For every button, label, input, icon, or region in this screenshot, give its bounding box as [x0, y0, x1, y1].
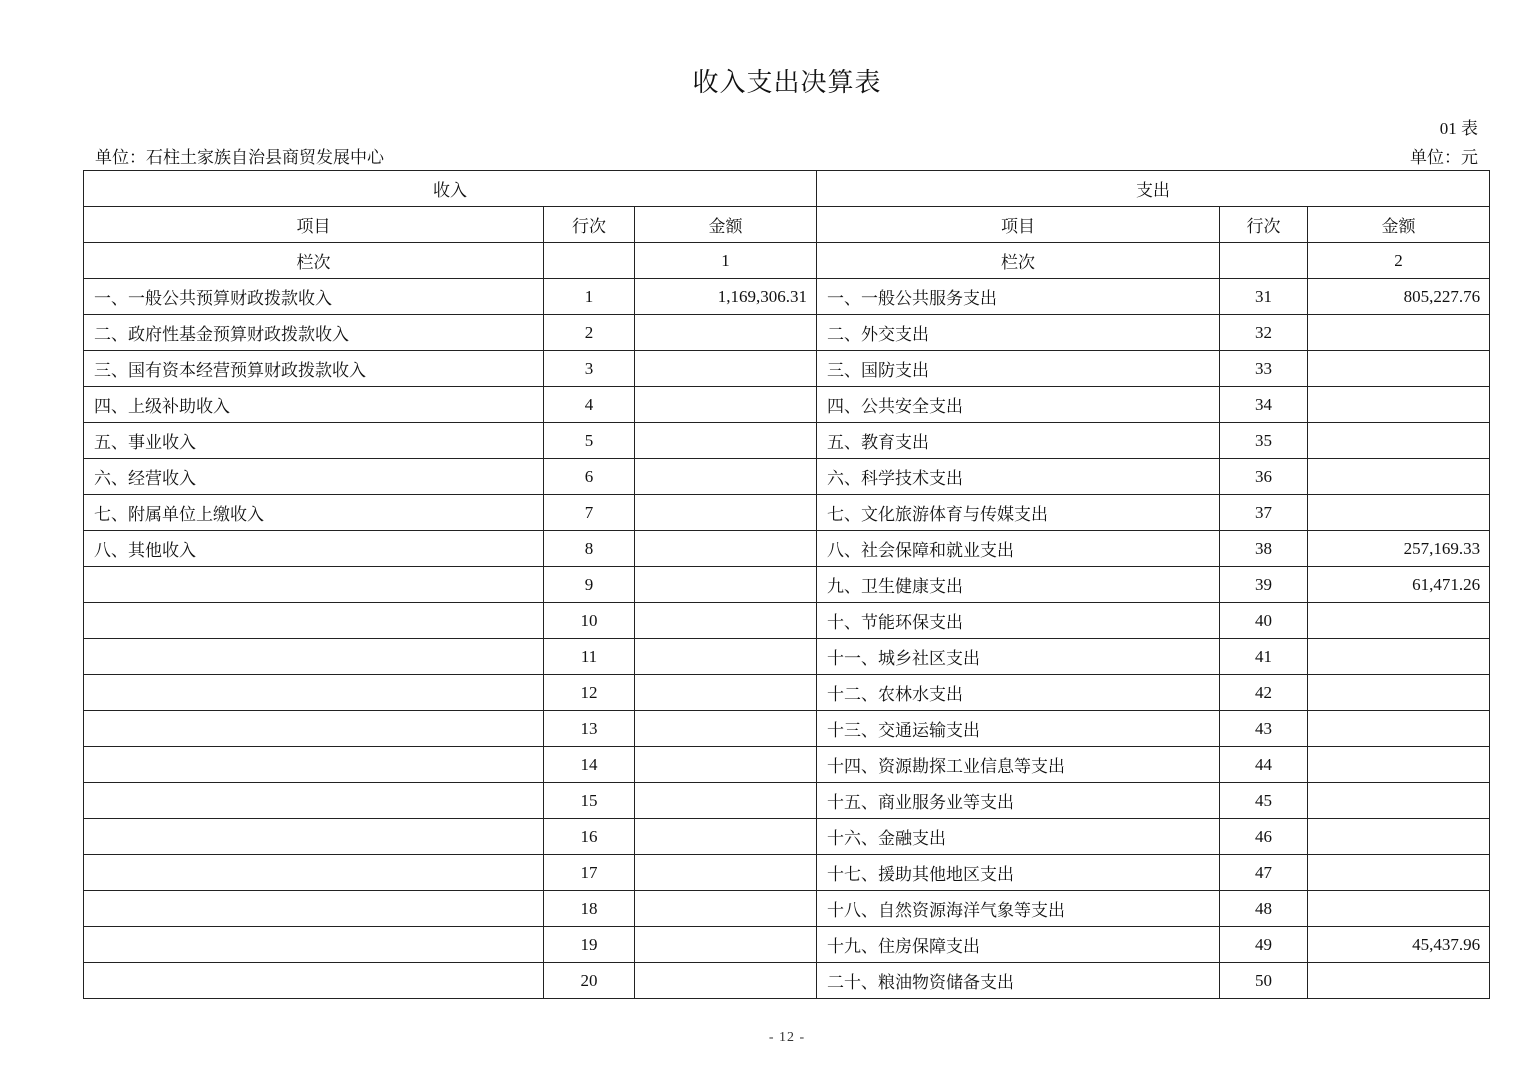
expense-item-cell: 八、社会保障和就业支出 [817, 531, 1220, 567]
income-amount-cell [635, 819, 817, 855]
expense-rowno-cell: 44 [1220, 747, 1308, 783]
income-column-number: 1 [635, 243, 817, 279]
expense-amount-cell [1308, 315, 1490, 351]
expense-item-cell: 十九、住房保障支出 [817, 927, 1220, 963]
page-title: 收入支出决算表 [692, 68, 882, 97]
expense-amount-cell [1308, 495, 1490, 531]
income-expense-table [83, 170, 1490, 999]
expense-rowno-cell: 45 [1220, 783, 1308, 819]
expense-item-cell: 十三、交通运输支出 [817, 711, 1220, 747]
expense-rowno-cell: 43 [1220, 711, 1308, 747]
income-section-header: 收入 [84, 171, 817, 207]
expense-rowno-cell: 32 [1220, 315, 1308, 351]
expense-rowno-cell: 42 [1220, 675, 1308, 711]
income-amount-cell [635, 351, 817, 387]
expense-item-cell: 二十、粮油物资储备支出 [817, 963, 1220, 999]
table-row [84, 783, 1490, 819]
income-rowno-cell: 4 [544, 387, 635, 423]
table-row [84, 711, 1490, 747]
income-amount-cell: 1,169,306.31 [635, 279, 817, 315]
income-rowno-cell: 1 [544, 279, 635, 315]
income-amount-cell [635, 747, 817, 783]
expense-item-cell: 四、公共安全支出 [817, 387, 1220, 423]
income-item-cell [84, 639, 544, 675]
expense-rowno-cell: 47 [1220, 855, 1308, 891]
expense-rowno-cell: 38 [1220, 531, 1308, 567]
table-row [84, 531, 1490, 567]
income-item-cell [84, 783, 544, 819]
income-rowno-header: 行次 [544, 207, 635, 243]
table-row [84, 423, 1490, 459]
income-amount-cell [635, 315, 817, 351]
income-item-cell: 二、政府性基金预算财政拨款收入 [84, 315, 544, 351]
expense-rowno-cell: 33 [1220, 351, 1308, 387]
table-row [84, 603, 1490, 639]
income-rowno-cell: 12 [544, 675, 635, 711]
expense-amount-cell [1308, 603, 1490, 639]
income-item-cell: 一、一般公共预算财政拨款收入 [84, 279, 544, 315]
header-row-sections [84, 171, 1490, 207]
table-row [84, 855, 1490, 891]
expense-rowno-cell: 39 [1220, 567, 1308, 603]
income-item-cell [84, 603, 544, 639]
expense-item-cell: 十四、资源勘探工业信息等支出 [817, 747, 1220, 783]
income-amount-cell [635, 495, 817, 531]
expense-amount-cell [1308, 819, 1490, 855]
expense-amount-cell [1308, 459, 1490, 495]
table-row [84, 315, 1490, 351]
expense-rowno-cell: 50 [1220, 963, 1308, 999]
income-item-cell [84, 891, 544, 927]
income-rowno-cell: 16 [544, 819, 635, 855]
income-rowno-cell: 6 [544, 459, 635, 495]
expense-amount-header: 金额 [1308, 207, 1490, 243]
expense-item-cell: 七、文化旅游体育与传媒支出 [817, 495, 1220, 531]
expense-item-header: 项目 [817, 207, 1220, 243]
income-rowno-cell: 10 [544, 603, 635, 639]
table-row [84, 639, 1490, 675]
expense-amount-cell [1308, 675, 1490, 711]
expense-column-label: 栏次 [817, 243, 1220, 279]
expense-item-cell: 五、教育支出 [817, 423, 1220, 459]
income-amount-cell [635, 783, 817, 819]
expense-item-cell: 十、节能环保支出 [817, 603, 1220, 639]
income-column-blank [544, 243, 635, 279]
table-row [84, 567, 1490, 603]
income-rowno-cell: 14 [544, 747, 635, 783]
table-row [84, 747, 1490, 783]
expense-item-cell: 十八、自然资源海洋气象等支出 [817, 891, 1220, 927]
table-number: 01 表 [1439, 119, 1478, 138]
expense-column-blank [1220, 243, 1308, 279]
income-item-cell [84, 747, 544, 783]
expense-item-cell: 十一、城乡社区支出 [817, 639, 1220, 675]
income-rowno-cell: 15 [544, 783, 635, 819]
expense-item-cell: 二、外交支出 [817, 315, 1220, 351]
income-amount-cell [635, 531, 817, 567]
expense-amount-cell [1308, 639, 1490, 675]
income-rowno-cell: 11 [544, 639, 635, 675]
expense-rowno-cell: 34 [1220, 387, 1308, 423]
expense-amount-cell [1308, 855, 1490, 891]
table-row [84, 495, 1490, 531]
table-row [84, 279, 1490, 315]
income-amount-cell [635, 567, 817, 603]
expense-item-cell: 十七、援助其他地区支出 [817, 855, 1220, 891]
expense-item-cell: 六、科学技术支出 [817, 459, 1220, 495]
expense-amount-cell: 257,169.33 [1308, 531, 1490, 567]
income-rowno-cell: 5 [544, 423, 635, 459]
income-amount-cell [635, 675, 817, 711]
expense-amount-cell [1308, 891, 1490, 927]
expense-item-cell: 十二、农林水支出 [817, 675, 1220, 711]
income-amount-cell [635, 423, 817, 459]
income-item-cell [84, 567, 544, 603]
expense-rowno-cell: 31 [1220, 279, 1308, 315]
income-item-cell: 五、事业收入 [84, 423, 544, 459]
income-rowno-cell: 18 [544, 891, 635, 927]
table-row [84, 675, 1490, 711]
income-item-cell [84, 855, 544, 891]
table-row [84, 459, 1490, 495]
income-item-cell [84, 819, 544, 855]
income-item-cell: 七、附属单位上缴收入 [84, 495, 544, 531]
unit-organization: 单位：石柱土家族自治县商贸发展中心 [95, 148, 384, 167]
income-amount-cell [635, 459, 817, 495]
expense-amount-cell: 61,471.26 [1308, 567, 1490, 603]
expense-amount-cell: 805,227.76 [1308, 279, 1490, 315]
expense-amount-cell [1308, 387, 1490, 423]
income-rowno-cell: 8 [544, 531, 635, 567]
income-amount-cell [635, 891, 817, 927]
table-row [84, 927, 1490, 963]
income-amount-cell [635, 711, 817, 747]
income-amount-cell [635, 855, 817, 891]
expense-rowno-cell: 48 [1220, 891, 1308, 927]
income-item-cell: 八、其他收入 [84, 531, 544, 567]
header-row-columns [84, 207, 1490, 243]
income-amount-cell [635, 927, 817, 963]
expense-amount-cell [1308, 711, 1490, 747]
income-column-label: 栏次 [84, 243, 544, 279]
income-item-cell: 六、经营收入 [84, 459, 544, 495]
income-rowno-cell: 2 [544, 315, 635, 351]
expense-rowno-cell: 49 [1220, 927, 1308, 963]
table-row [84, 891, 1490, 927]
page-number: - 12 - [768, 1030, 806, 1045]
expense-rowno-cell: 40 [1220, 603, 1308, 639]
expense-rowno-cell: 41 [1220, 639, 1308, 675]
expense-item-cell: 一、一般公共服务支出 [817, 279, 1220, 315]
income-amount-header: 金额 [635, 207, 817, 243]
income-amount-cell [635, 963, 817, 999]
expense-column-number: 2 [1308, 243, 1490, 279]
income-amount-cell [635, 639, 817, 675]
expense-amount-cell [1308, 963, 1490, 999]
expense-item-cell: 九、卫生健康支出 [817, 567, 1220, 603]
income-item-cell [84, 675, 544, 711]
expense-amount-cell [1308, 351, 1490, 387]
income-item-cell [84, 711, 544, 747]
expense-rowno-cell: 35 [1220, 423, 1308, 459]
expense-rowno-header: 行次 [1220, 207, 1308, 243]
expense-rowno-cell: 46 [1220, 819, 1308, 855]
income-amount-cell [635, 387, 817, 423]
expense-amount-cell: 45,437.96 [1308, 927, 1490, 963]
table-row [84, 819, 1490, 855]
income-item-cell [84, 927, 544, 963]
expense-rowno-cell: 37 [1220, 495, 1308, 531]
expense-amount-cell [1308, 783, 1490, 819]
income-rowno-cell: 9 [544, 567, 635, 603]
income-item-header: 项目 [84, 207, 544, 243]
table-row [84, 963, 1490, 999]
income-amount-cell [635, 603, 817, 639]
income-rowno-cell: 17 [544, 855, 635, 891]
income-rowno-cell: 7 [544, 495, 635, 531]
income-item-cell [84, 963, 544, 999]
expense-item-cell: 十六、金融支出 [817, 819, 1220, 855]
table-row [84, 351, 1490, 387]
unit-currency: 单位：元 [1410, 148, 1478, 167]
expense-item-cell: 十五、商业服务业等支出 [817, 783, 1220, 819]
income-item-cell: 三、国有资本经营预算财政拨款收入 [84, 351, 544, 387]
expense-section-header: 支出 [817, 171, 1490, 207]
income-rowno-cell: 3 [544, 351, 635, 387]
header-row-column-numbers [84, 243, 1490, 279]
expense-rowno-cell: 36 [1220, 459, 1308, 495]
expense-item-cell: 三、国防支出 [817, 351, 1220, 387]
income-rowno-cell: 13 [544, 711, 635, 747]
expense-amount-cell [1308, 747, 1490, 783]
income-rowno-cell: 19 [544, 927, 635, 963]
expense-amount-cell [1308, 423, 1490, 459]
income-rowno-cell: 20 [544, 963, 635, 999]
income-item-cell: 四、上级补助收入 [84, 387, 544, 423]
table-row [84, 387, 1490, 423]
